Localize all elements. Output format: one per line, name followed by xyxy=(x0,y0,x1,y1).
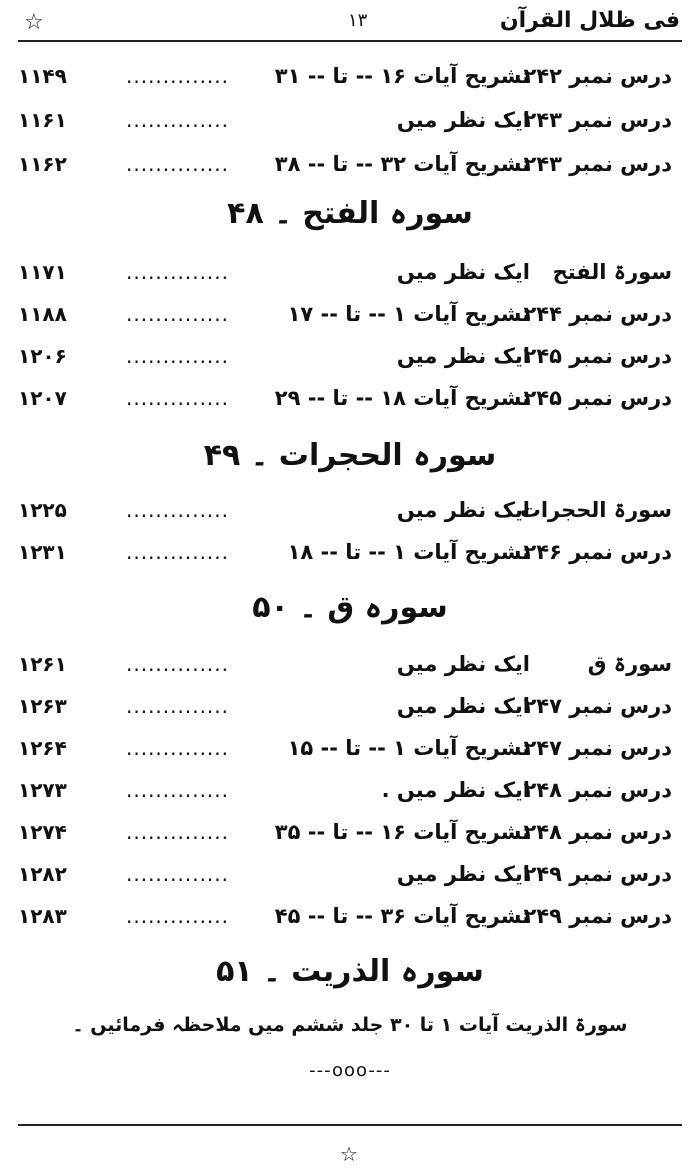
leader-dots: .............. xyxy=(126,344,230,368)
leader-dots: .............. xyxy=(126,386,230,410)
leader-dots: .............. xyxy=(126,652,230,676)
toc-row[interactable] xyxy=(18,536,682,576)
page-ref: ۱۱۴۹ xyxy=(18,64,67,88)
surah-heading: سورہ الذریت ۔ ۵۱ xyxy=(216,954,484,989)
lesson-label: درس نمبر ۲۴۲ xyxy=(523,64,672,88)
leader-dots: .............. xyxy=(126,820,230,844)
toc-row[interactable] xyxy=(18,732,682,772)
lesson-label: درس نمبر ۲۴۳ xyxy=(523,108,672,132)
leader-dots: .............. xyxy=(126,498,230,522)
lesson-label: درس نمبر ۲۴۸ xyxy=(523,778,672,802)
page-ref: ۱۲۲۵ xyxy=(18,498,67,522)
lesson-description: ایک نظر میں xyxy=(396,260,530,284)
lesson-description: تشریح آیات ۳۲ -- تا -- ۳۸ xyxy=(274,152,530,176)
lesson-label: سورۃ ق xyxy=(587,652,672,676)
leader-dots: .............. xyxy=(126,694,230,718)
lesson-description: تشریح آیات ۱ -- تا -- ۱۸ xyxy=(287,540,530,564)
page-header xyxy=(18,6,682,42)
book-title: فی ظلال القرآن xyxy=(499,8,680,33)
lesson-description: تشریح آیات ۱ -- تا -- ۱۷ xyxy=(287,302,530,326)
page-ref: ۱۲۸۳ xyxy=(18,904,67,928)
lesson-label: درس نمبر ۲۴۶ xyxy=(523,540,672,564)
toc-row[interactable] xyxy=(18,60,682,100)
lesson-description: ایک نظر میں xyxy=(396,862,530,886)
lesson-description: تشریح آیات ۱۸ -- تا -- ۲۹ xyxy=(274,386,530,410)
page-ref: ۱۱۶۲ xyxy=(18,152,67,176)
toc-row[interactable] xyxy=(18,648,682,688)
leader-dots: .............. xyxy=(126,736,230,760)
star-icon: ☆ xyxy=(340,1142,358,1166)
page-ref: ۱۲۰۷ xyxy=(18,386,67,410)
lesson-label: درس نمبر ۲۴۹ xyxy=(523,904,672,928)
page-ref: ۱۲۶۱ xyxy=(18,652,67,676)
surah-heading: سورہ الفتح ۔ ۴۸ xyxy=(227,196,473,231)
surah-heading: سورہ الحجرات ۔ ۴۹ xyxy=(203,438,497,473)
leader-dots: .............. xyxy=(126,302,230,326)
leader-dots: .............. xyxy=(126,64,230,88)
lesson-label: درس نمبر ۲۴۵ xyxy=(523,344,672,368)
lesson-label: سورۃ الحجرات xyxy=(519,498,672,522)
toc-row[interactable] xyxy=(18,382,682,422)
toc-row[interactable] xyxy=(18,858,682,898)
leader-dots: .............. xyxy=(126,862,230,886)
toc-row[interactable] xyxy=(18,774,682,814)
lesson-description: ایک نظر میں xyxy=(396,652,530,676)
lesson-label: درس نمبر ۲۴۸ xyxy=(523,820,672,844)
toc-row[interactable] xyxy=(18,148,682,188)
toc-row[interactable] xyxy=(18,298,682,338)
leader-dots: .............. xyxy=(126,540,230,564)
lesson-description: تشریح آیات ۱۶ -- تا -- ۳۱ xyxy=(274,64,530,88)
lesson-description: ایک نظر میں xyxy=(396,694,530,718)
lesson-description: تشریح آیات ۱۶ -- تا -- ۳۵ xyxy=(274,820,530,844)
star-icon: ☆ xyxy=(24,10,44,35)
toc-row[interactable] xyxy=(18,816,682,856)
page-ref: ۱۲۰۶ xyxy=(18,344,67,368)
surah-heading: سورہ ق ۔ ۵۰ xyxy=(252,590,448,625)
lesson-label: سورۃ الفتح xyxy=(552,260,672,284)
lesson-label: درس نمبر ۲۴۳ xyxy=(523,152,672,176)
page-ref: ۱۲۸۲ xyxy=(18,862,67,886)
toc-row[interactable] xyxy=(18,900,682,940)
page-ref: ۱۲۳۱ xyxy=(18,540,67,564)
toc-row[interactable] xyxy=(18,104,682,144)
page-ref: ۱۱۶۱ xyxy=(18,108,67,132)
page-footer xyxy=(18,1124,682,1176)
toc-row[interactable] xyxy=(18,340,682,380)
lesson-label: درس نمبر ۲۴۵ xyxy=(523,386,672,410)
leader-dots: .............. xyxy=(126,260,230,284)
lesson-label: درس نمبر ۲۴۹ xyxy=(523,862,672,886)
leader-dots: .............. xyxy=(126,108,230,132)
leader-dots: .............. xyxy=(126,904,230,928)
page-ref: ۱۲۶۳ xyxy=(18,694,67,718)
leader-dots: .............. xyxy=(126,778,230,802)
leader-dots: .............. xyxy=(126,152,230,176)
footnote-text: سورۃ الذریت آیات ۱ تا ۳۰ جلد ششم میں ملاحظہ فرمائیں ۔ xyxy=(72,1014,628,1036)
page-ref: ۱۲۷۴ xyxy=(18,820,67,844)
page-number: ۱۳ xyxy=(348,10,368,31)
page-ref: ۱۱۸۸ xyxy=(18,302,67,326)
toc-row[interactable] xyxy=(18,494,682,534)
page-ref: ۱۲۶۴ xyxy=(18,736,67,760)
page-ref: ۱۲۷۳ xyxy=(18,778,67,802)
lesson-description: تشریح آیات ۱ -- تا -- ۱۵ xyxy=(287,736,530,760)
lesson-label: درس نمبر ۲۴۴ xyxy=(523,302,672,326)
lesson-description: تشریح آیات ۳۶ -- تا -- ۴۵ xyxy=(274,904,530,928)
lesson-description: ایک نظر میں . xyxy=(381,778,530,802)
toc-row[interactable] xyxy=(18,690,682,730)
lesson-label: درس نمبر ۲۴۷ xyxy=(523,694,672,718)
page-ref: ۱۱۷۱ xyxy=(18,260,67,284)
lesson-description: ایک نظر میں xyxy=(396,498,530,522)
toc-row[interactable] xyxy=(18,256,682,296)
ornament-divider: ---ooo--- xyxy=(309,1060,391,1081)
lesson-label: درس نمبر ۲۴۷ xyxy=(523,736,672,760)
lesson-description: ایک نظر میں xyxy=(396,108,530,132)
lesson-description: ایک نظر میں xyxy=(396,344,530,368)
